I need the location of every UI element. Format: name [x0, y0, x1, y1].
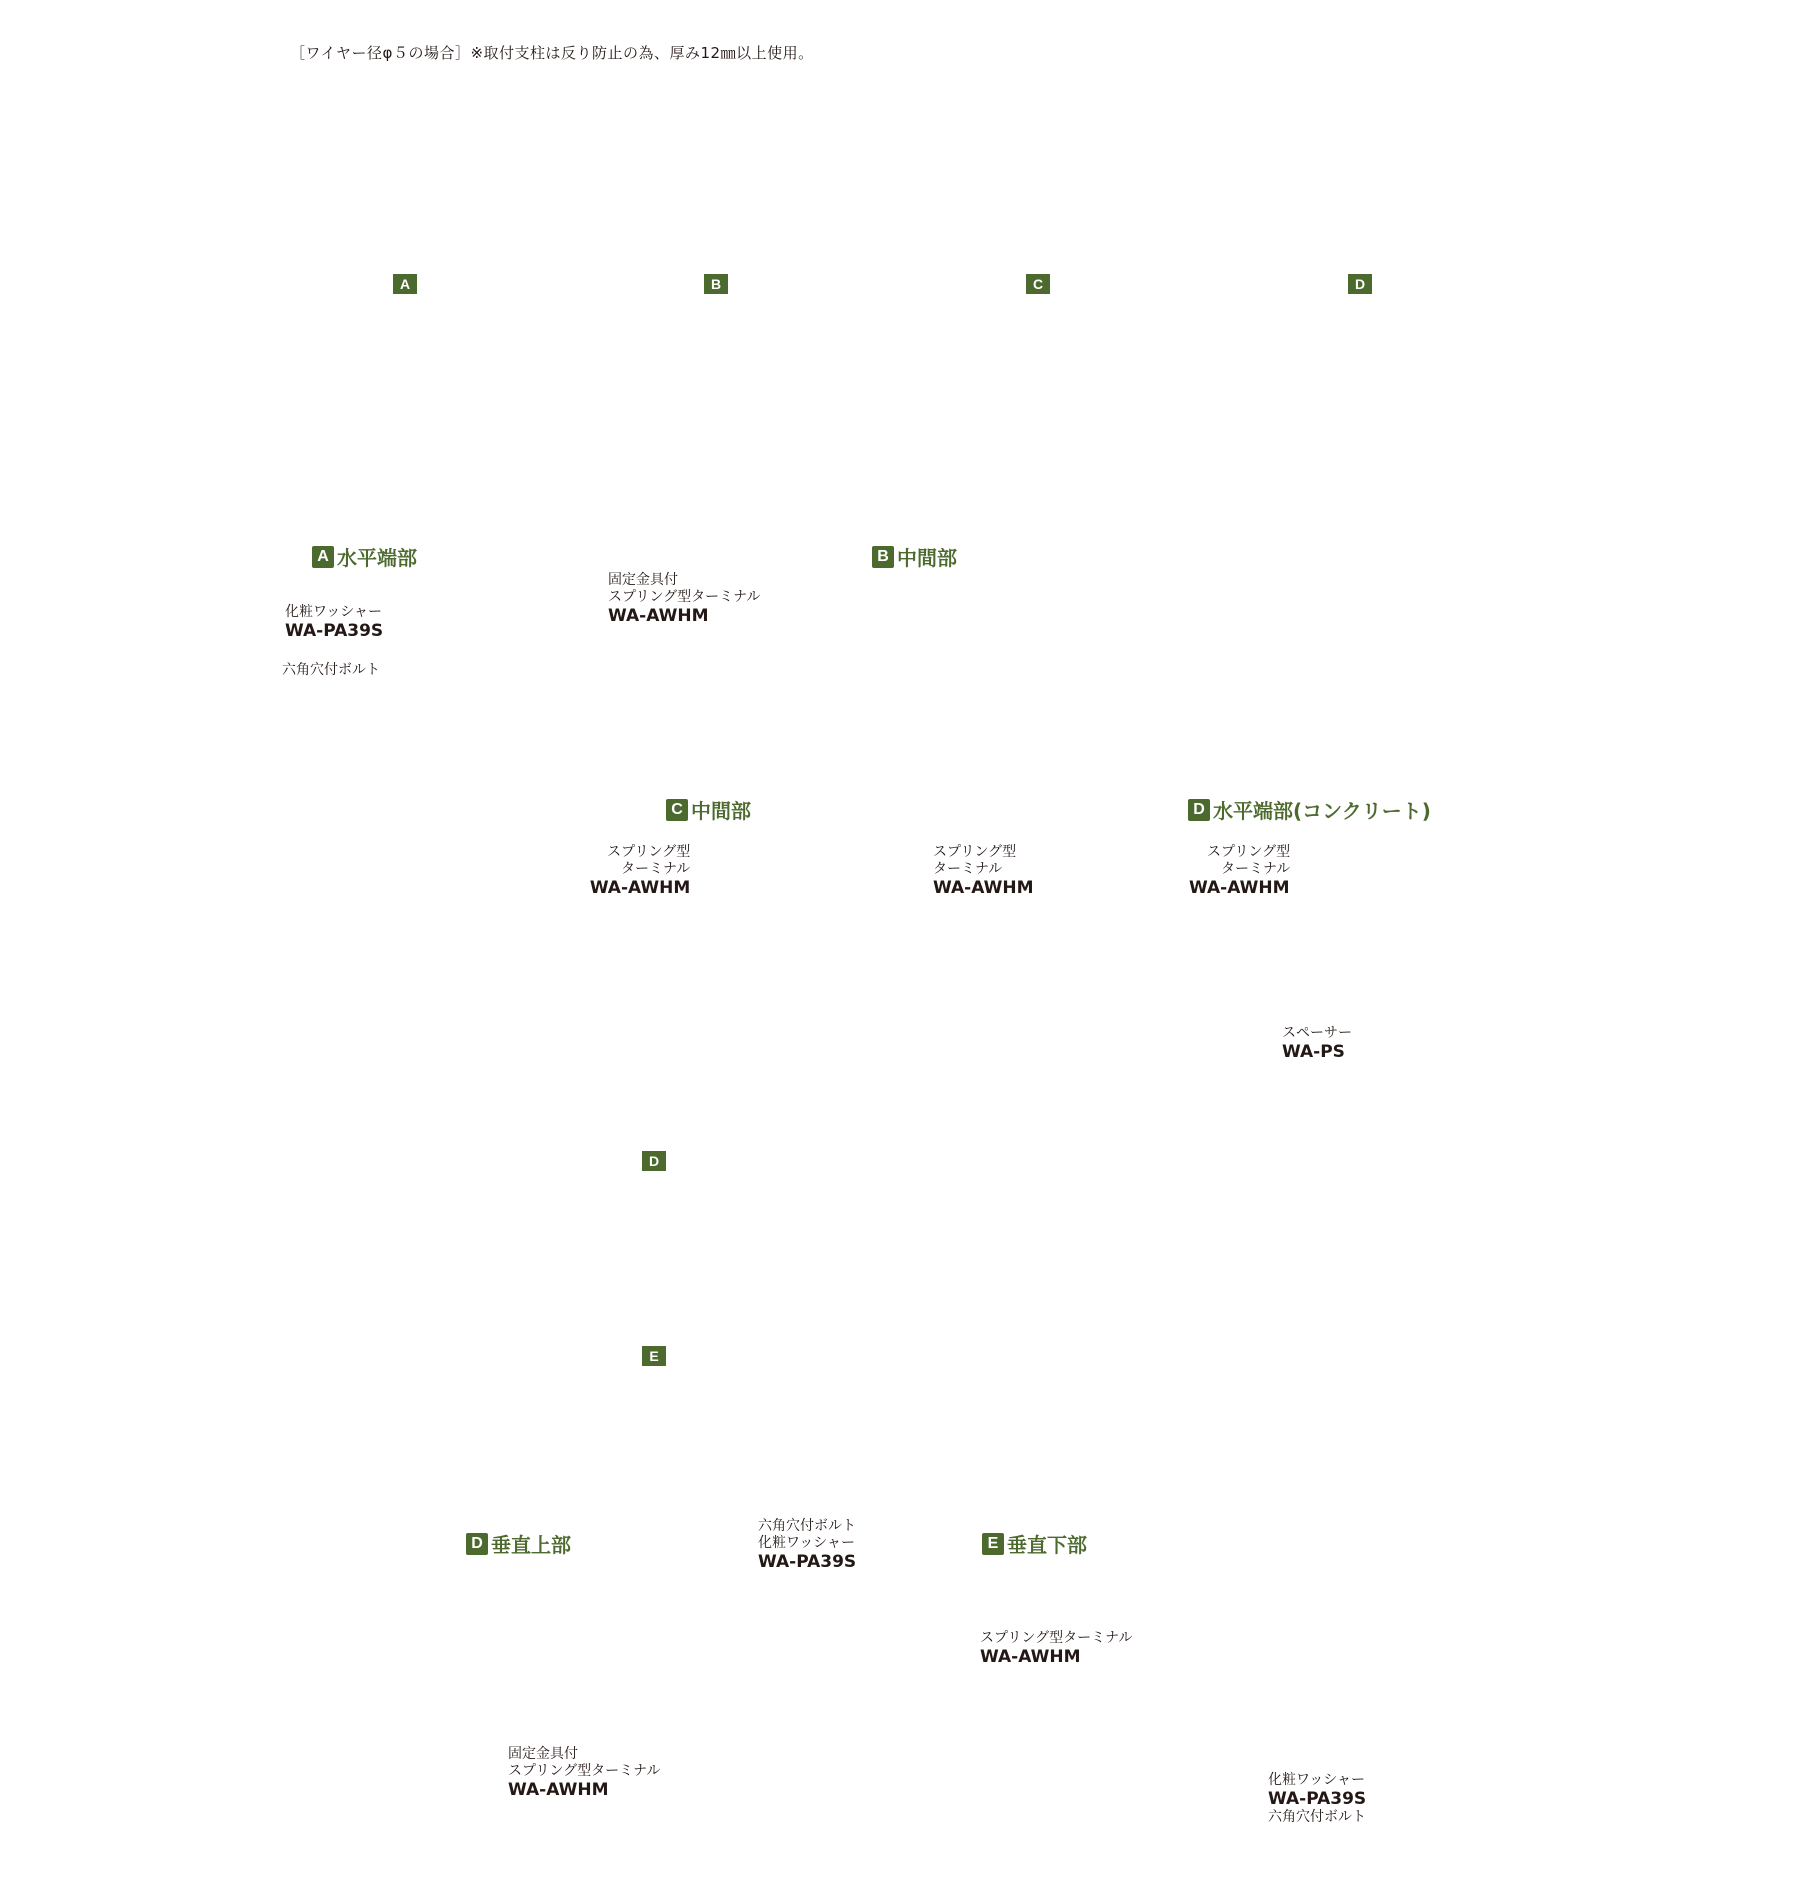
c-left-label-1: スプリング型 — [607, 844, 691, 860]
vertical-terminal — [826, 1198, 832, 1216]
detail-b — [920, 600, 1155, 830]
top-wires — [452, 254, 1404, 422]
section-title-a — [312, 542, 417, 571]
section-title-c-text: 中間部 — [691, 799, 751, 823]
vertical-terminal — [1114, 1382, 1120, 1400]
vertical-wires — [490, 1187, 1360, 1410]
badge-dv: D — [466, 1533, 488, 1555]
section-title-c — [666, 795, 751, 824]
vertical-terminal — [682, 1187, 688, 1191]
vertical-terminal — [778, 1406, 784, 1410]
top-frame — [444, 196, 1414, 492]
vertical-terminal — [730, 1382, 736, 1400]
section-title-a-text: 水平端部 — [337, 546, 417, 570]
vertical-terminal — [874, 1187, 880, 1191]
vertical-terminal — [1354, 1406, 1360, 1410]
section-title-b — [872, 542, 957, 571]
badge-ev: E — [982, 1533, 1004, 1555]
vertical-terminal — [634, 1382, 640, 1400]
dv-terminal-label-1: 固定金具付 — [508, 1746, 578, 1762]
badge-c: C — [666, 799, 688, 821]
vertical-terminal — [1354, 1382, 1360, 1400]
marker-b: B — [704, 274, 728, 294]
vertical-terminal — [730, 1198, 736, 1216]
a-terminal-callout — [608, 572, 760, 626]
marker-c: C — [1026, 274, 1050, 294]
vertical-terminal — [1018, 1187, 1024, 1191]
vertical-terminal — [826, 1382, 832, 1400]
section-title-d-text: 水平端部(コンクリート) — [1213, 799, 1431, 823]
lower-detail-circles — [653, 1166, 719, 1425]
vertical-terminal — [1210, 1198, 1216, 1216]
vertical-terminal — [1162, 1406, 1168, 1410]
vertical-terminal — [1162, 1187, 1168, 1191]
vertical-terminal — [1114, 1198, 1120, 1216]
marker-d: D — [1348, 274, 1372, 294]
badge-b: B — [872, 546, 894, 568]
vertical-terminal — [1018, 1382, 1024, 1400]
dv-washer-code: WA-PA39S — [758, 1552, 857, 1572]
vertical-terminal — [1066, 1382, 1072, 1400]
vertical-terminal — [1306, 1406, 1312, 1410]
section-title-b-text: 中間部 — [897, 546, 957, 570]
vertical-terminal — [778, 1382, 784, 1400]
ev-bolt-label: 六角穴付ボルト — [1268, 1809, 1366, 1825]
dv-top-callout — [758, 1518, 856, 1572]
vertical-terminal — [826, 1187, 832, 1191]
vertical-terminal — [1162, 1198, 1168, 1216]
d-terminal-callout — [1189, 844, 1290, 898]
vertical-terminal — [538, 1406, 544, 1410]
badge-d: D — [1188, 799, 1210, 821]
c-left-callout — [585, 844, 690, 898]
a-washer-label: 化粧ワッシャー — [285, 604, 383, 620]
vertical-terminal — [1210, 1187, 1216, 1191]
floor-lower — [353, 1447, 1493, 1465]
c-left-label-2: ターミナル — [621, 861, 691, 877]
vertical-terminal — [1306, 1198, 1312, 1216]
dv-terminal-callout — [508, 1746, 660, 1800]
vertical-terminal — [970, 1198, 976, 1216]
vertical-terminal — [538, 1382, 544, 1400]
section-title-ev — [982, 1529, 1087, 1558]
c-right-label-1: スプリング型 — [933, 844, 1017, 860]
vertical-terminal — [634, 1406, 640, 1410]
top-terminals — [452, 246, 1412, 430]
vertical-terminal — [874, 1382, 880, 1400]
vertical-terminal — [586, 1406, 592, 1410]
vertical-terminal — [490, 1382, 496, 1400]
vertical-terminal — [1306, 1187, 1312, 1191]
vertical-terminal — [1258, 1198, 1264, 1216]
c-left-code: WA-AWHM — [589, 878, 691, 898]
lower-elevation — [353, 1130, 1493, 1465]
vertical-terminal — [1306, 1382, 1312, 1400]
vertical-terminal — [1210, 1382, 1216, 1400]
marker-e-vertical: E — [642, 1346, 666, 1366]
marker-d-vertical: D — [642, 1151, 666, 1171]
top-elevation — [353, 155, 1462, 493]
a-terminal-code: WA-AWHM — [608, 606, 709, 626]
section-title-ev-text: 垂直下部 — [1007, 1533, 1087, 1557]
vertical-terminal — [586, 1198, 592, 1216]
a-washer-code: WA-PA39S — [285, 621, 384, 641]
ev-terminal-code: WA-AWHM — [980, 1647, 1081, 1667]
section-title-dv — [466, 1529, 571, 1558]
ev-terminal-callout — [980, 1630, 1132, 1667]
vertical-terminal — [1258, 1406, 1264, 1410]
vertical-terminal — [826, 1406, 832, 1410]
a-terminal-label-1: 固定金具付 — [608, 572, 678, 588]
vertical-terminal — [538, 1187, 544, 1191]
section-title-dv-text: 垂直上部 — [491, 1533, 571, 1557]
dv-washer-label: 化粧ワッシャー — [758, 1535, 856, 1551]
dv-bolt-label: 六角穴付ボルト — [758, 1518, 856, 1534]
lower-frame — [444, 1130, 1412, 1445]
vertical-terminal — [1114, 1187, 1120, 1191]
ev-washer-label: 化粧ワッシャー — [1268, 1772, 1366, 1788]
vertical-terminal — [682, 1198, 688, 1216]
a-bolt-label: 六角穴付ボルト — [282, 662, 380, 678]
vertical-terminal — [1066, 1406, 1072, 1410]
vertical-terminal — [586, 1382, 592, 1400]
vertical-terminal — [730, 1187, 736, 1191]
d-spacer-callout — [1282, 1025, 1352, 1062]
marker-a: A — [393, 274, 417, 294]
vertical-terminal — [490, 1198, 496, 1216]
vertical-terminal — [1066, 1198, 1072, 1216]
vertical-terminal — [970, 1187, 976, 1191]
vertical-terminal — [874, 1198, 880, 1216]
vertical-terminal — [1258, 1187, 1264, 1191]
vertical-terminal — [1354, 1187, 1360, 1191]
floor-top — [353, 488, 1413, 493]
vertical-terminal — [1210, 1406, 1216, 1410]
d-terminal-label-2: ターミナル — [1221, 861, 1291, 877]
a-washer-callout — [285, 604, 383, 641]
dv-terminal-label-2: スプリング型ターミナル — [508, 1763, 661, 1779]
ev-terminal-label: スプリング型ターミナル — [980, 1630, 1133, 1646]
vertical-terminal — [634, 1187, 640, 1191]
d-spacer-code: WA-PS — [1282, 1042, 1345, 1062]
c-right-code: WA-AWHM — [933, 878, 1034, 898]
vertical-terminal — [538, 1198, 544, 1216]
vertical-terminal — [634, 1198, 640, 1216]
vertical-terminal — [1018, 1406, 1024, 1410]
vertical-terminal — [490, 1406, 496, 1410]
a-terminal-label-2: スプリング型ターミナル — [608, 589, 761, 605]
vertical-terminal — [778, 1198, 784, 1216]
vertical-terminal — [1162, 1382, 1168, 1400]
top-detail-circles — [415, 277, 1440, 343]
badge-a: A — [312, 546, 334, 568]
c-right-callout — [933, 844, 1034, 898]
d-terminal-label-1: スプリング型 — [1207, 844, 1291, 860]
header-note: ［ワイヤー径φ５の場合］※取付支柱は反り防止の為、厚み12㎜以上使用。 — [290, 44, 814, 62]
vertical-terminal — [586, 1187, 592, 1191]
concrete-wall — [1414, 155, 1462, 493]
c-right-label-2: ターミナル — [933, 861, 1003, 877]
vertical-terminal — [1018, 1198, 1024, 1216]
vertical-terminal — [490, 1187, 496, 1191]
vertical-terminal — [970, 1406, 976, 1410]
dv-terminal-code: WA-AWHM — [508, 1780, 609, 1800]
vertical-terminal — [1114, 1406, 1120, 1410]
vertical-terminal — [682, 1406, 688, 1410]
ev-washer-code: WA-PA39S — [1268, 1789, 1367, 1809]
d-terminal-code: WA-AWHM — [1189, 878, 1290, 898]
vertical-terminal — [1258, 1382, 1264, 1400]
vertical-terminal — [778, 1187, 784, 1191]
detail-a — [380, 600, 670, 830]
vertical-terminal — [730, 1406, 736, 1410]
vertical-terminal — [682, 1382, 688, 1400]
section-title-d — [1188, 795, 1431, 824]
ev-bottom-callout — [1268, 1772, 1366, 1826]
d-spacer-label: スペーサー — [1282, 1025, 1352, 1041]
vertical-terminal — [1354, 1198, 1360, 1216]
vertical-terminal — [1066, 1187, 1072, 1191]
vertical-terminal — [874, 1406, 880, 1410]
vertical-terminal — [970, 1382, 976, 1400]
